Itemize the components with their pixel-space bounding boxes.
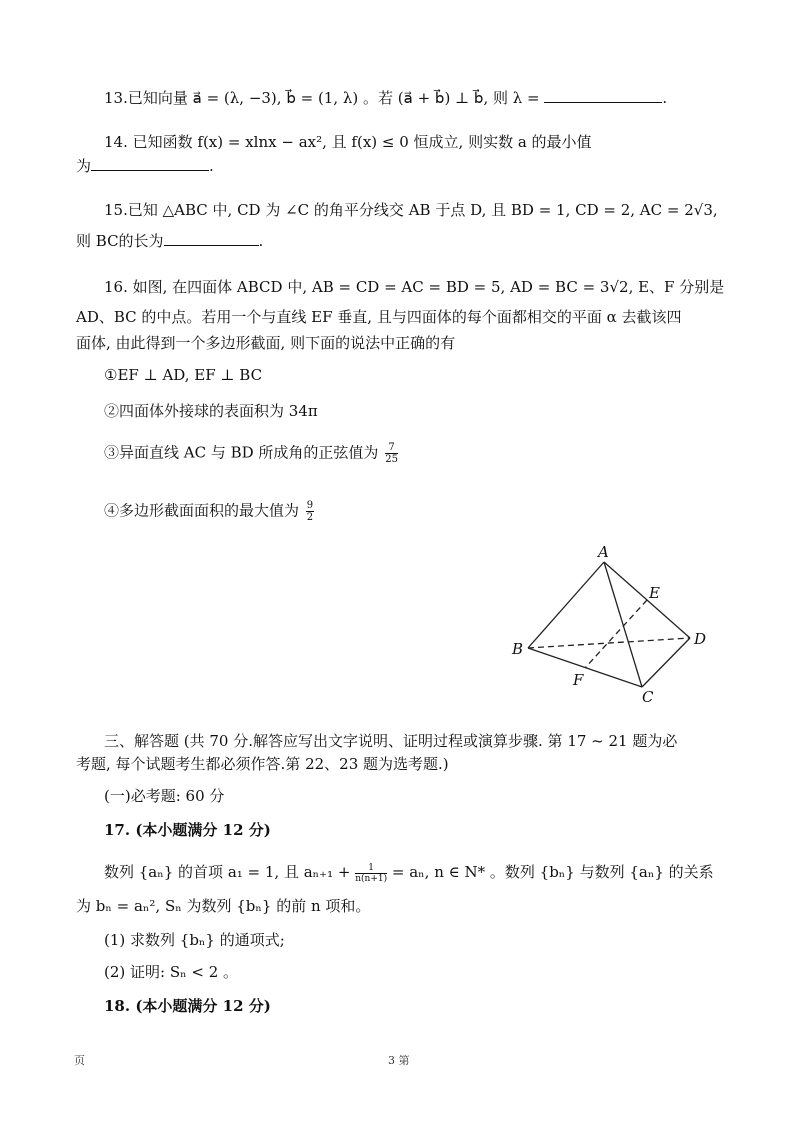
problem-13 bbox=[104, 88, 667, 108]
option-3-text: ③异面直线 AC 与 BD 所成角的正弦值为 bbox=[104, 443, 379, 462]
problem-17-question2: (2) 证明: Sₙ < 2 。 bbox=[104, 963, 239, 981]
problem-17-line1 bbox=[104, 862, 714, 884]
problem-17-title: 17. (本小题满分 12 分) bbox=[104, 821, 271, 839]
label-b: B bbox=[512, 640, 524, 658]
label-e: E bbox=[649, 584, 660, 602]
problem-14-end: . bbox=[209, 157, 214, 175]
problem-17-question1: (1) 求数列 {bₙ} 的通项式; bbox=[104, 931, 285, 949]
edge-cd bbox=[642, 638, 690, 687]
option-1: ①EF ⊥ AD, EF ⊥ BC bbox=[104, 366, 263, 384]
section3-heading-line2: 考题, 每个试题考生都必须作答.第 22、23 题为选考题.) bbox=[76, 755, 449, 773]
option-4-numerator: 9 bbox=[306, 500, 314, 511]
footer-left: 页 bbox=[74, 1054, 85, 1067]
label-d: D bbox=[694, 630, 707, 648]
tetrahedron-figure bbox=[500, 538, 720, 708]
problem-14 bbox=[104, 132, 592, 152]
option-3-numerator: 7 bbox=[385, 442, 398, 454]
section3-heading-line1: 三、解答题 (共 70 分.解答应写出文字说明、证明过程或演算步骤. 第 17 ~ 21 题为必 bbox=[104, 732, 678, 750]
problem-16-line1: 16. 如图, 在四面体 ABCD 中, AB = CD = AC = BD = 5, AD = BC = 3√2, E、F 分别是 bbox=[104, 278, 725, 296]
problem-17-frac-numerator: 1 bbox=[355, 863, 387, 874]
label-c: C bbox=[642, 688, 654, 706]
edge-ac bbox=[604, 562, 642, 687]
option-3-denominator: 25 bbox=[385, 454, 398, 465]
answer-blank-15 bbox=[164, 231, 259, 246]
option-4-fraction bbox=[306, 500, 314, 523]
problem-17-frac-denominator: n(n+1) bbox=[355, 873, 388, 884]
problem-13-text: 13.已知向量 a⃗ = (λ, −3), b⃗ = (1, λ) 。若 (a⃗ + b⃗) ⊥ b⃗, 则 λ = bbox=[104, 89, 540, 107]
required-section-label: (一)必考题: 60 分 bbox=[104, 787, 225, 805]
option-2: ②四面体外接球的表面积为 34π bbox=[104, 402, 318, 420]
problem-13-end: . bbox=[662, 89, 668, 107]
segment-ef-hidden bbox=[585, 600, 647, 668]
edge-bd-hidden bbox=[528, 638, 690, 648]
problem-17-line1-a: 数列 {aₙ} 的首项 a₁ = 1, 且 aₙ₊₁ + bbox=[104, 863, 351, 881]
problem-18-title: 18. (本小题满分 12 分) bbox=[104, 997, 271, 1015]
answer-blank-13 bbox=[544, 88, 662, 103]
problem-16-line3: 面体, 由此得到一个多边形截面, 则下面的说法中正确的有 bbox=[76, 334, 456, 352]
option-3-fraction bbox=[385, 442, 398, 465]
answer-blank-14 bbox=[91, 156, 209, 171]
label-f: F bbox=[573, 671, 584, 689]
edge-ab bbox=[528, 562, 604, 648]
problem-14-cont-text: 为 bbox=[76, 157, 92, 175]
option-4-text: ④多边形截面面积的最大值为 bbox=[104, 501, 300, 520]
problem-17-line1-b: = aₙ, n ∈ N* 。数列 {bₙ} 与数列 {aₙ} 的关系 bbox=[391, 863, 714, 881]
problem-15 bbox=[104, 200, 718, 220]
option-3 bbox=[104, 442, 398, 465]
problem-15-cont bbox=[76, 231, 263, 251]
option-4-denominator: 2 bbox=[306, 512, 314, 523]
page-number: 3 第 bbox=[388, 1054, 410, 1067]
problem-14-text: 14. 已知函数 f(x) = xlnx − ax², 且 f(x) ≤ 0 恒成立, 则实数 a 的最小值 bbox=[104, 133, 592, 151]
problem-15-text: 15.已知 △ABC 中, CD 为 ∠C 的角平分线交 AB 于点 D, 且 BD = 1, CD = 2, AC = 2√3, bbox=[104, 201, 718, 219]
label-a: A bbox=[598, 543, 609, 561]
problem-17-fraction bbox=[355, 863, 387, 884]
problem-16-line2: AD、BC 的中点。若用一个与直线 EF 垂直, 且与四面体的每个面都相交的平面 α 去截该四 bbox=[76, 308, 682, 326]
option-4 bbox=[104, 500, 314, 523]
problem-15-cont-text: 则 BC的长为 bbox=[76, 232, 164, 250]
problem-14-cont bbox=[76, 156, 214, 176]
problem-15-end: . bbox=[258, 232, 264, 250]
problem-17-line2: 为 bₙ = aₙ², Sₙ 为数列 {bₙ} 的前 n 项和。 bbox=[76, 897, 371, 915]
